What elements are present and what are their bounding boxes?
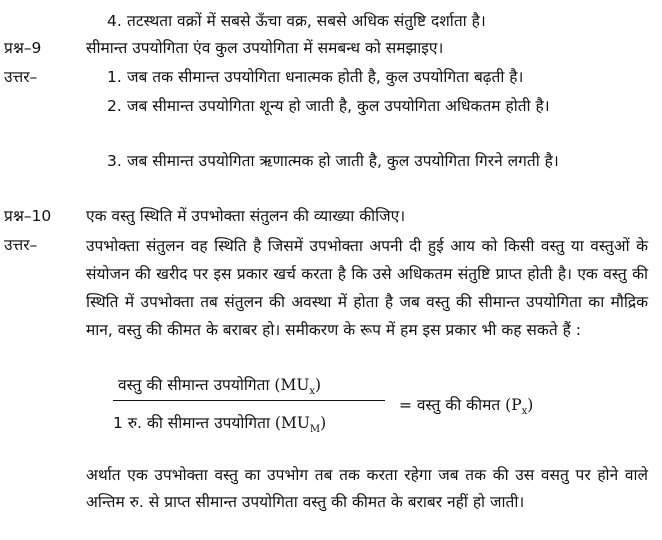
question-9-text: सीमान्त उपयोगिता एंव कुल उपयोगिता में समबन्ध को समझाइए।	[86, 39, 444, 57]
answer-10-paragraph-2: अर्थात एक उपभोक्ता वस्तु का उपभोग तब तक करता रहेगा जब तक की उस वसतु पर होने वाले अन्तिम रु. से प्राप्त सीमान्त उपयोगिता वस्तु की कीमत के बराबर नहीं हो जाती।	[86, 466, 648, 511]
answer-9-item-2-number: 2.	[107, 97, 122, 115]
answer-9-item-3-number: 3.	[107, 152, 122, 170]
answer-10-label: उत्तर–	[4, 236, 38, 254]
formula-fraction-bar	[113, 400, 385, 401]
list-number-4: 4.	[107, 12, 122, 30]
answer-9-item-1-number: 1.	[107, 68, 122, 86]
question-10-label: प्रश्न–10	[4, 207, 52, 225]
answer-10-paragraph-1: उपभोक्ता संतुलन वह स्थिति है जिसमें उपभोक्ता अपनी दी हुई आय को किसी वस्तु या वस्तुओं के संयोजन की खरीद पर इस प्रकार खर्च करता है कि उसे अधिकतम संतुष्टि प्राप्त होती है। एक वस्तु की स्थिति में उपभोक्ता तब संतुलन की अवस्था में होता है जब वस्तु की सीमान्त उपयोगिता का मौद्रिक मान, वस्तु की कीमत के बराबर हो। समीकरण के रूप में हम इस प्रकार भी कह सकते हैं :	[86, 237, 648, 339]
formula-denominator: 1 रु. की सीमान्त उपयोगिता $(MU_M)$	[113, 414, 327, 436]
list-item-4-text: तटस्थता वक्रों में सबसे ऊँचा वक्र, सबसे अधिक संतुष्टि दर्शाता है।	[127, 12, 486, 30]
formula-rhs: = वस्तु की कीमत $(P_x)$	[399, 396, 534, 418]
formula-numerator: वस्तु की सीमान्त उपयोगिता $(MU_x)$	[118, 376, 322, 398]
answer-9-label: उत्तर–	[4, 68, 38, 86]
question-9-label: प्रश्न–9	[4, 39, 42, 57]
answer-9-item-2-text: जब सीमान्त उपयोगिता शून्य हो जाती है, कुल उपयोगिता अधिकतम होती है।	[127, 97, 550, 115]
question-10-text: एक वस्तु स्थिति में उपभोक्ता संतुलन की व्याख्या कीजिए।	[86, 207, 406, 225]
answer-9-item-1-text: जब तक सीमान्त उपयोगिता धनात्मक होती है, कुल उपयोगिता बढ़ती है।	[127, 68, 524, 86]
answer-9-item-3-text: जब सीमान्त उपयोगिता ऋणात्मक हो जाती है, कुल उपयोगिता गिरने लगती है।	[127, 152, 559, 170]
